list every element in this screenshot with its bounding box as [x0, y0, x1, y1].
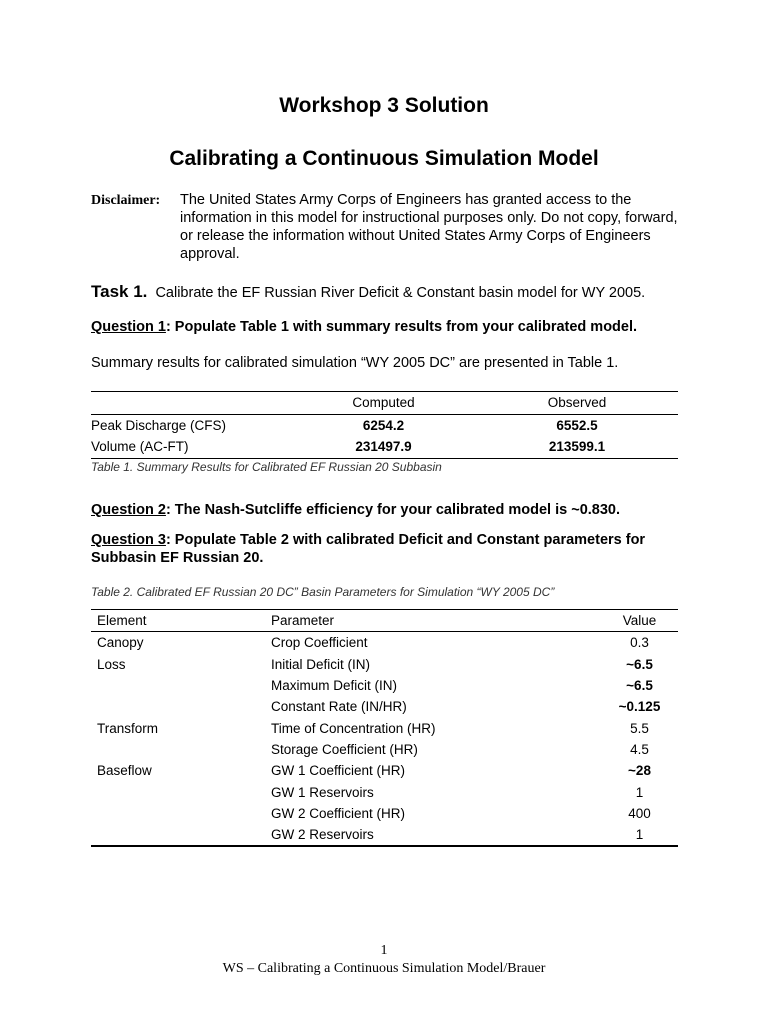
task-text: Calibrate the EF Russian River Deficit & Constant basin model for WY 2005. — [155, 285, 646, 301]
element-cell: Baseflow — [97, 763, 152, 779]
table-1-caption: Table 1. Summary Results for Calibrated EF Russian 20 Subbasin — [91, 460, 442, 474]
observed-value: 6552.5 — [556, 417, 598, 433]
task-1 — [91, 282, 645, 302]
question-2-text: : The Nash-Sutcliffe efficiency for your calibrated model is ~0.830. — [165, 502, 621, 518]
element-cell — [91, 739, 271, 760]
value-cell: 4.5 — [630, 741, 649, 757]
parameter-cell: Storage Coefficient (HR) — [271, 741, 418, 757]
summary-table — [91, 391, 678, 459]
parameter-cell: Crop Coefficient — [271, 635, 368, 651]
table-row — [91, 803, 678, 824]
value-cell: 400 — [628, 805, 651, 821]
table-row — [91, 436, 678, 458]
computed-value: 231497.9 — [355, 439, 412, 455]
parameter-cell: GW 2 Coefficient (HR) — [271, 805, 406, 821]
parameters-table — [91, 609, 678, 847]
table-header-cell: Parameter — [271, 610, 601, 632]
question-3-text: : Populate Table 2 with calibrated Deficit and Constant parameters for Subbasin EF Russian 20. — [91, 532, 646, 566]
computed-value: 6254.2 — [362, 417, 405, 433]
observed-value: 213599.1 — [548, 439, 606, 455]
summary-text: Summary results for calibrated simulation “WY 2005 DC” are presented in Table 1. — [91, 355, 619, 371]
table-header-cell: Element — [91, 610, 271, 632]
parameter-cell: Constant Rate (IN/HR) — [271, 699, 407, 715]
table-row — [91, 675, 678, 696]
row-label: Peak Discharge (CFS) — [91, 417, 227, 433]
element-cell — [91, 696, 271, 717]
value-cell: 5.5 — [630, 720, 649, 736]
question-1 — [91, 319, 637, 335]
element-cell — [91, 824, 271, 846]
table-row — [91, 717, 678, 738]
table-header-cell — [91, 392, 291, 415]
element-cell: Transform — [97, 720, 159, 736]
parameter-cell: Time of Concentration (HR) — [271, 720, 436, 736]
table-2-caption: Table 2. Calibrated EF Russian 20 DC” Basin Parameters for Simulation “WY 2005 DC” — [91, 585, 555, 599]
table-header-row — [91, 392, 678, 415]
table-header-cell: Observed — [476, 392, 678, 415]
question-2 — [91, 502, 620, 518]
document-subtitle: Calibrating a Continuous Simulation Model — [169, 147, 599, 170]
table-row — [91, 414, 678, 436]
element-cell — [91, 675, 271, 696]
value-cell: ~0.125 — [618, 699, 661, 715]
table-header-cell: Computed — [291, 392, 476, 415]
value-cell: 1 — [635, 784, 644, 800]
table-row — [91, 760, 678, 781]
question-2-label: Question 2 — [91, 502, 166, 518]
element-cell: Canopy — [97, 635, 144, 651]
element-cell — [91, 781, 271, 802]
value-cell: ~6.5 — [626, 656, 653, 672]
parameter-cell: GW 2 Reservoirs — [271, 827, 374, 843]
parameter-cell: Maximum Deficit (IN) — [271, 678, 398, 694]
task-label: Task 1. — [91, 282, 148, 301]
question-3-label: Question 3 — [91, 532, 166, 548]
value-cell: 0.3 — [630, 635, 649, 651]
question-3 — [91, 531, 691, 567]
element-cell — [91, 803, 271, 824]
disclaimer-text: The United States Army Corps of Engineers has granted access to the information in this model for instructional purposes only. Do not copy, forward, or release the information without United States Army Corps of Engineers approval. — [180, 192, 678, 262]
parameter-cell: GW 1 Coefficient (HR) — [271, 763, 406, 779]
table-row — [91, 781, 678, 802]
question-1-label: Question 1 — [91, 319, 166, 335]
table-header-cell: Value — [601, 610, 678, 632]
table-row — [91, 632, 678, 654]
value-cell: 1 — [635, 827, 644, 843]
table-row — [91, 824, 678, 846]
question-1-text: : Populate Table 1 with summary results from your calibrated model. — [165, 319, 638, 335]
parameter-cell: Initial Deficit (IN) — [271, 656, 371, 672]
document-title: Workshop 3 Solution — [279, 94, 489, 117]
table-row — [91, 739, 678, 760]
value-cell: ~6.5 — [626, 678, 653, 694]
footer-text: WS – Calibrating a Continuous Simulation Model/Brauer — [222, 961, 546, 976]
disclaimer-label: Disclaimer: — [91, 193, 161, 208]
table-row — [91, 696, 678, 717]
parameter-cell: GW 1 Reservoirs — [271, 784, 374, 800]
page-number: 1 — [380, 943, 388, 958]
row-label: Volume (AC-FT) — [91, 439, 189, 455]
table-header-row — [91, 610, 678, 632]
table-row — [91, 654, 678, 675]
element-cell: Loss — [97, 656, 126, 672]
value-cell: ~28 — [628, 763, 651, 779]
